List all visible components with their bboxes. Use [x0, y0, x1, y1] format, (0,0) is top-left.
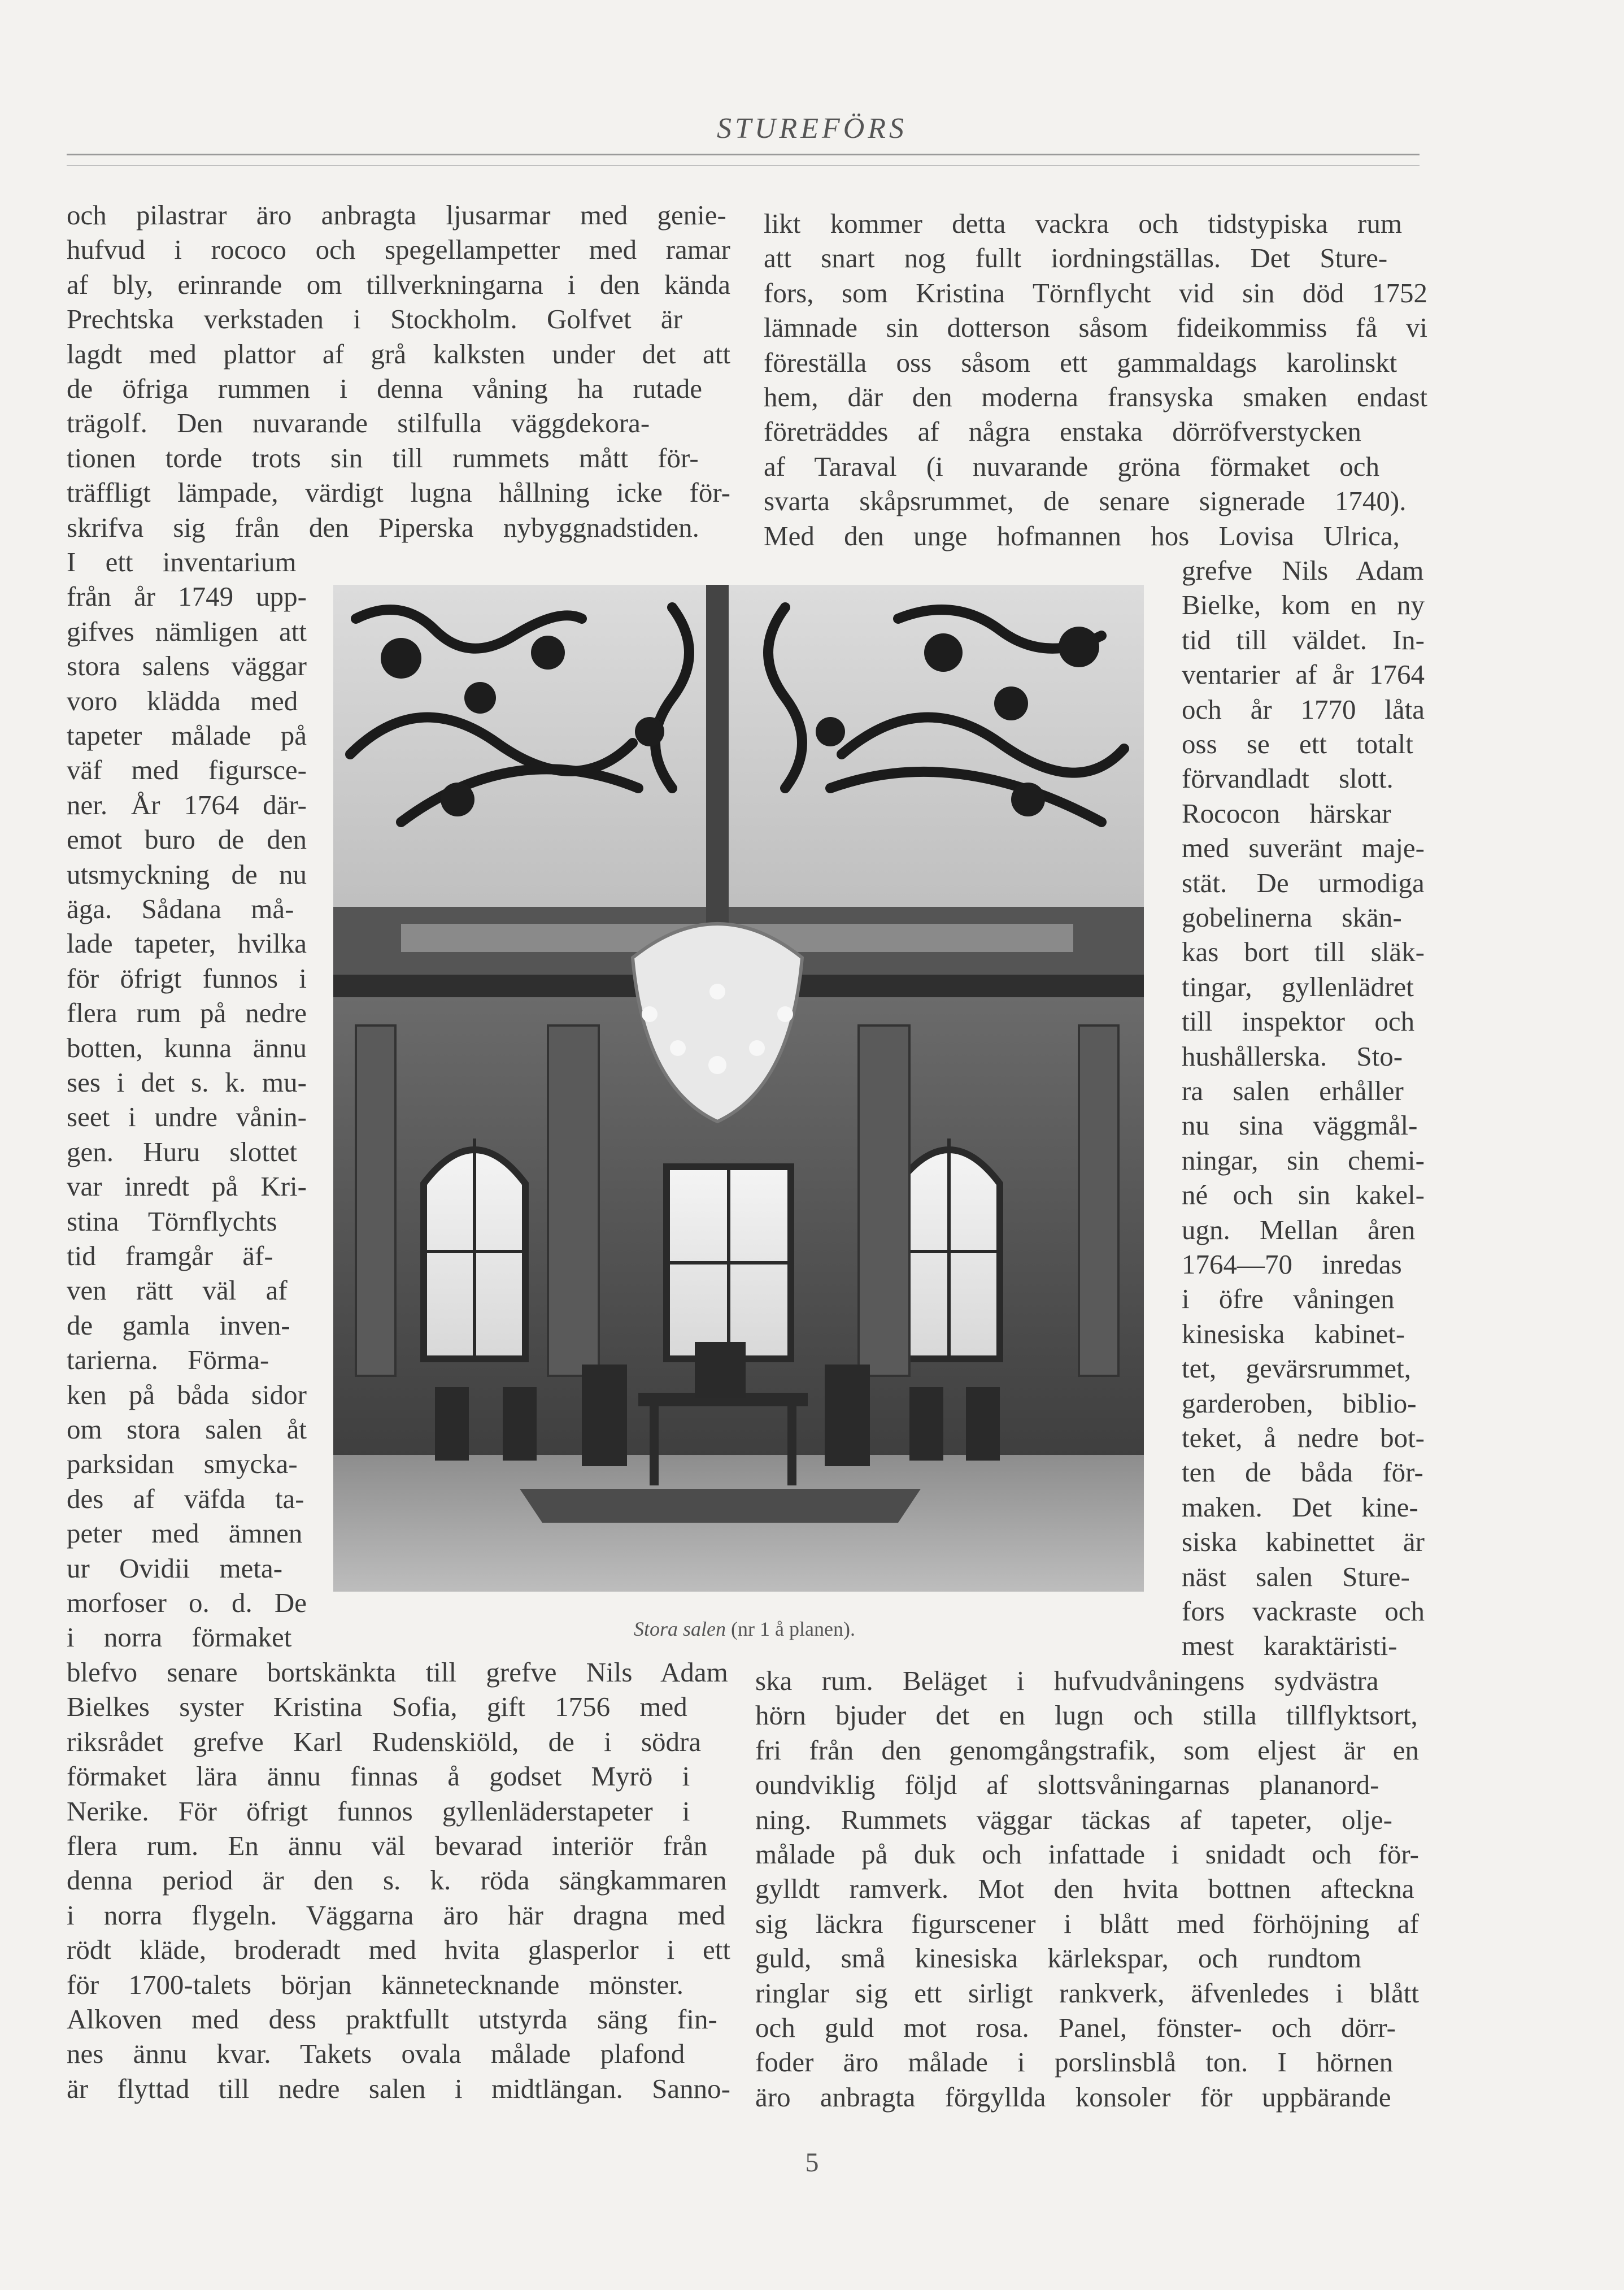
right-narrow-line: i öfre våningen — [1182, 1283, 1395, 1315]
left-narrow-line: ses i det s. k. mu- — [67, 1067, 307, 1098]
caption-note: (nr 1 å planen). — [731, 1618, 855, 1640]
right-narrow-line: tingar, gyllenlädret — [1182, 971, 1414, 1002]
right-narrow-line: tid till väldet. In- — [1182, 624, 1425, 655]
header-rule-thin — [67, 165, 1420, 166]
left-column-line: Prechtska verkstaden i Stockholm. Golfvet är — [67, 303, 682, 335]
caption-title: Stora salen — [634, 1618, 726, 1640]
left-narrow-line: tarierna. Förma- — [67, 1344, 269, 1376]
right-narrow-line: stät. De urmodiga — [1182, 867, 1425, 898]
right-narrow-line: siska kabinettet är — [1182, 1526, 1425, 1558]
running-header: STUREFÖRS — [716, 112, 908, 145]
stora-salen-photo — [333, 585, 1144, 1592]
left-narrow-line: tapeter målade på — [67, 720, 307, 751]
right-column-line: hem, där den moderna fransyska smaken endast — [764, 381, 1427, 412]
left-narrow-line: ken på båda sidor — [67, 1379, 307, 1410]
right-narrow-line: och år 1770 låta — [1182, 693, 1425, 725]
right-column-line: företräddes af några enstaka dörröfverstycken — [764, 416, 1361, 447]
left-narrow-line: från år 1749 upp- — [67, 581, 307, 612]
left-column-line: skrifva sig från den Piperska nybyggnadstiden. — [67, 511, 699, 543]
right-narrow-line: 1764—70 inredas — [1182, 1249, 1402, 1280]
right-column-line: af Taraval (i nuvarande gröna förmaket och — [764, 450, 1380, 482]
left-narrow-line: gifves nämligen att — [67, 615, 307, 647]
left-narrow-line: I ett inventarium — [67, 546, 297, 577]
right-narrow-line: gobelinerna skän- — [1182, 902, 1402, 933]
right-narrow-line: Bielke, kom en ny — [1182, 589, 1425, 621]
right-narrow-line: ra salen erhåller — [1182, 1075, 1404, 1106]
right-narrow-line: ningar, sin chemi- — [1182, 1144, 1425, 1176]
left-narrow-line: utsmyckning de nu — [67, 858, 307, 890]
left-column-line: af bly, erinrande om tillverkningarna i den kända — [67, 268, 730, 300]
figure-caption — [598, 1617, 891, 1641]
left-column-line: träffligt lämpade, värdigt lugna hållning icke för- — [67, 477, 730, 509]
right-bottom-line: guld, små kinesiska kärlekspar, och rundtom — [755, 1943, 1362, 1974]
right-bottom-line: målade på duk och infattade i snidadt och för- — [755, 1839, 1419, 1870]
right-column-line: likt kommer detta vackra och tidstypiska rum — [764, 208, 1402, 239]
left-narrow-line: parksidan smycka- — [67, 1448, 298, 1480]
right-bottom-line: ning. Rummets väggar täckas af tapeter, olje- — [755, 1804, 1392, 1835]
right-narrow-line: maken. Det kine- — [1182, 1491, 1418, 1523]
right-narrow-line: Rococon härskar — [1182, 797, 1391, 829]
right-narrow-line: till inspektor och — [1182, 1006, 1415, 1037]
right-narrow-line: tet, gevärsrummet, — [1182, 1353, 1412, 1384]
left-narrow-line: äga. Sådana må- — [67, 893, 294, 924]
left-narrow-line: emot buro de den — [67, 824, 307, 855]
left-narrow-line: i norra förmaket — [67, 1622, 292, 1653]
left-narrow-line: gen. Huru slottet — [67, 1136, 297, 1167]
left-narrow-line: stora salens väggar — [67, 650, 307, 682]
right-column-line: föreställa oss såsom ett gammaldags karolinskt — [764, 346, 1397, 378]
right-column-line: svarta skåpsrummet, de senare signerade 1740). — [764, 485, 1407, 517]
left-narrow-line: de gamla inven- — [67, 1309, 290, 1341]
right-narrow-line: kas bort till släk- — [1182, 936, 1425, 968]
right-bottom-line: sig läckra figurscener i blått med förhöjning af — [755, 1907, 1419, 1939]
right-bottom-line: ska rum. Beläget i hufvudvåningens sydvästra — [755, 1665, 1379, 1696]
right-narrow-line: förvandladt slott. — [1182, 763, 1394, 794]
right-narrow-line: ventarier af år 1764 — [1182, 659, 1425, 690]
right-narrow-line: ugn. Mellan åren — [1182, 1214, 1416, 1245]
left-narrow-line: seet i undre vånin- — [67, 1101, 307, 1133]
header-rule — [67, 154, 1420, 155]
page-number: 5 — [805, 2148, 819, 2178]
left-bottom-line: denna period är den s. k. röda sängkammaren — [67, 1865, 727, 1896]
left-column-line: hufvud i rococo och spegellampetter med ramar — [67, 234, 730, 266]
left-bottom-line: Nerike. För öfrigt funnos gyllenläderstapeter i — [67, 1795, 690, 1827]
left-column-line: och pilastrar äro anbragta ljusarmar med genie- — [67, 199, 726, 231]
left-bottom-line: Alkoven med dess praktfullt utstyrda säng fin- — [67, 2004, 717, 2035]
left-narrow-line: des af väfda ta- — [67, 1483, 304, 1514]
left-bottom-line: Bielkes syster Kristina Sofia, gift 1756 med — [67, 1691, 687, 1723]
right-bottom-line: foder äro målade i porslinsblå ton. I hörnen — [755, 2046, 1394, 2078]
right-narrow-line: teket, å nedre bot- — [1182, 1422, 1425, 1453]
right-column-line: att snart nog fullt iordningställas. Det Sture- — [764, 242, 1388, 274]
interior-photograph — [333, 585, 1144, 1592]
left-bottom-line: är flyttad till nedre salen i midtlängan. Sanno- — [67, 2072, 730, 2104]
right-narrow-line: fors vackraste och — [1182, 1596, 1425, 1627]
left-narrow-line: tid framgår äf- — [67, 1240, 273, 1271]
left-bottom-line: blefvo senare bortskänkta till grefve Nils Adam — [67, 1657, 728, 1688]
left-narrow-line: ner. År 1764 där- — [67, 789, 307, 820]
left-column-line: tionen torde trots sin till rummets mått för- — [67, 442, 699, 473]
right-column-line: Med den unge hofmannen hos Lovisa Ulrica, — [764, 520, 1400, 551]
right-narrow-line: med suveränt maje- — [1182, 832, 1425, 864]
right-bottom-line: fri från den genomgångstrafik, som eljest är en — [755, 1734, 1419, 1766]
left-bottom-line: riksrådet grefve Karl Rudenskiöld, de i södra — [67, 1726, 702, 1757]
left-bottom-line: förmaket lära ännu finnas å godset Myrö i — [67, 1761, 690, 1792]
right-narrow-line: näst salen Sture- — [1182, 1561, 1410, 1592]
right-bottom-line: äro anbragta förgyllda konsoler för uppbärande — [755, 2081, 1391, 2113]
right-narrow-line: kinesiska kabinet- — [1182, 1318, 1405, 1349]
left-narrow-line: ur Ovidii meta- — [67, 1552, 283, 1584]
left-narrow-line: flera rum på nedre — [67, 997, 307, 1029]
right-bottom-line: och guld mot rosa. Panel, fönster- och dörr- — [755, 2012, 1396, 2043]
left-narrow-line: morfoser o. d. De — [67, 1587, 307, 1618]
left-narrow-line: var inredt på Kri- — [67, 1171, 307, 1202]
left-narrow-line: voro klädda med — [67, 685, 298, 716]
left-narrow-line: väf med figursce- — [67, 754, 307, 786]
left-narrow-line: för öfrigt funnos i — [67, 962, 307, 994]
left-bottom-line: nes ännu kvar. Takets ovala målade plafond — [67, 2038, 685, 2070]
left-column-line: trägolf. Den nuvarande stilfulla väggdekora- — [67, 407, 650, 439]
left-narrow-line: stina Törnflychts — [67, 1205, 277, 1237]
left-bottom-line: rödt kläde, broderadt med hvita glasperlor i ett — [67, 1934, 730, 1966]
left-bottom-line: i norra flygeln. Väggarna äro här dragna med — [67, 1899, 726, 1931]
right-bottom-line: hörn bjuder det en lugn och stilla tillflyktsort, — [755, 1700, 1418, 1731]
left-narrow-line: peter med ämnen — [67, 1518, 303, 1549]
right-bottom-line: oundviklig följd af slottsvåningarnas plananord- — [755, 1769, 1379, 1801]
right-narrow-line: ten de båda för- — [1182, 1457, 1423, 1488]
left-column-line: de öfriga rummen i denna våning ha rutade — [67, 373, 702, 404]
left-bottom-line: för 1700-talets början kännetecknande mönster. — [67, 1969, 684, 2000]
left-narrow-line: ven rätt väl af — [67, 1275, 288, 1306]
right-narrow-line: nu sina väggmål- — [1182, 1110, 1418, 1141]
right-narrow-line: grefve Nils Adam — [1182, 555, 1424, 586]
left-bottom-line: flera rum. En ännu väl bevarad interiör från — [67, 1830, 708, 1861]
right-column-line: fors, som Kristina Törnflycht vid sin död 1752 — [764, 277, 1427, 308]
right-bottom-line: ringlar sig ett sirligt rankverk, äfvenledes i blått — [755, 1977, 1419, 2009]
right-narrow-line: mest karaktäristi- — [1182, 1630, 1397, 1662]
right-bottom-line: gylldt ramverk. Mot den hvita bottnen afteckna — [755, 1873, 1414, 1905]
left-narrow-line: om stora salen åt — [67, 1414, 307, 1445]
right-column-line: lämnade sin dotterson såsom fideikommiss få vi — [764, 312, 1427, 344]
left-column-line: lagdt med plattor af grå kalksten under det att — [67, 338, 730, 370]
right-narrow-line: né och sin kakel- — [1182, 1179, 1425, 1211]
left-narrow-line: lade tapeter, hvilka — [67, 928, 307, 959]
right-narrow-line: oss se ett totalt — [1182, 728, 1413, 759]
left-narrow-line: botten, kunna ännu — [67, 1032, 307, 1063]
right-narrow-line: hushållerska. Sto- — [1182, 1040, 1403, 1072]
right-narrow-line: garderoben, biblio- — [1182, 1387, 1417, 1419]
